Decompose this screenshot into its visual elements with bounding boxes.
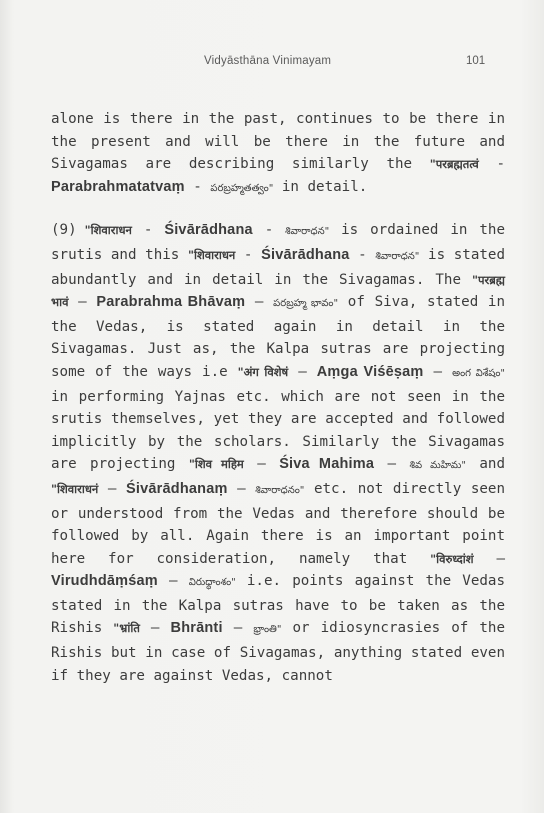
text-run: of Siva, stated in the Vedas, is stated again in detail in the Sivagamas. Just as, the Kalpa sutras are projecting some of the ways i.e (51, 294, 506, 380)
transliterated-term: Virudhdāṃśaṃ (51, 573, 158, 590)
text-run: in detail. (273, 178, 368, 195)
transliterated-term: Śivārādhanaṃ (126, 480, 228, 497)
text-run: - (184, 178, 211, 195)
sanskrit-term: "भ्रांति (113, 621, 140, 636)
text-run: – (157, 573, 189, 590)
running-title: Vidyāsthāna Vinimayam (204, 55, 332, 67)
sanskrit-term: "परब्रह्म भावं (51, 272, 505, 310)
transliterated-term: Parabrahma Bhāvaṃ (96, 294, 246, 311)
text-run: is stated abundantly and in detail in the Sivagamas. The (51, 246, 506, 288)
text-run: or idiosyncrasies of the Rishis but in case of Sivagamas, anything stated even if they are against Vedas, cannot (51, 620, 505, 684)
text-run: - (131, 222, 165, 239)
body-text (51, 108, 505, 687)
text-run: i.e. points against the Vedas stated in the Kalpa sutras have to be taken as the Rishis (51, 573, 506, 637)
text-run: – (222, 620, 254, 637)
telugu-term: శివారాధన" (375, 250, 420, 262)
text-run: - (349, 246, 376, 263)
paragraph-number: (9) (51, 222, 77, 239)
telugu-term: శివ మహిమ" (409, 460, 466, 472)
text-run: alone is there in the past, continues to be there in the present and will be there in the future and Sivagamas are describing similarly the (51, 111, 505, 173)
text-run: – (423, 363, 453, 380)
text-run: – (227, 480, 256, 497)
telugu-term: విరుధ్ధాంశం" (188, 577, 236, 589)
sanskrit-term: "शिव महिम (188, 457, 244, 472)
sanskrit-term: "परब्रह्मतत्वं (429, 157, 479, 172)
text-run: etc. not directly seen or understood from the Vedas and therefore should be followed by all. Again there is an important point here for consideration, namely that (51, 480, 506, 567)
telugu-term: భ్రాంతి" (253, 624, 282, 636)
text-run: – (473, 550, 505, 567)
text-run: is ordained in the srutis and this (51, 222, 506, 263)
paragraph-9 (51, 219, 505, 687)
sanskrit-term: "शिवाराधन (187, 247, 236, 262)
transliterated-term: Parabrahmatatvaṃ (51, 178, 185, 195)
text-run: – (139, 620, 171, 637)
telugu-term: అంగ విశేషం" (452, 367, 506, 379)
paragraph-continuation (51, 108, 505, 200)
text-run: – (288, 363, 317, 380)
text-run: – (68, 294, 97, 311)
telugu-term: శివారాధనం" (255, 484, 305, 496)
text-run: - (235, 246, 262, 263)
telugu-term: శివారాధన" (285, 226, 330, 238)
transliterated-term: Śivārādhana (261, 246, 350, 263)
text-run: – (98, 480, 127, 497)
text-run: - (252, 222, 286, 239)
running-header (0, 55, 544, 75)
transliterated-term: Bhrānti (170, 620, 223, 637)
text-run: in performing Yajnas etc. which are not seen in the srutis themselves, yet they are accepted and followed implicitly by the scholars. Similarly the Sivagamas are projecting (51, 388, 505, 473)
sanskrit-term: "विरुध्दांशं (430, 551, 474, 566)
sanskrit-term: "शिवाराधनं (51, 481, 99, 496)
transliterated-term: Aṃga Viśēṣaṃ (316, 363, 424, 380)
page-number: 101 (466, 55, 486, 67)
transliterated-term: Śiva Mahima (279, 456, 375, 473)
sanskrit-term: "शिवाराधन (84, 223, 132, 238)
sanskrit-term: "अंग विशेषं (237, 364, 289, 379)
telugu-term: పరబ్రహ్మ భావం" (273, 298, 339, 310)
transliterated-term: Śivārādhana (164, 222, 253, 239)
telugu-term: పరబ్రహ్మతత్వం" (210, 182, 274, 194)
text-run: – (243, 456, 280, 473)
text-run: and (465, 456, 506, 473)
text-run: – (245, 294, 274, 311)
text-run: – (374, 456, 410, 473)
text-run: - (478, 156, 505, 173)
